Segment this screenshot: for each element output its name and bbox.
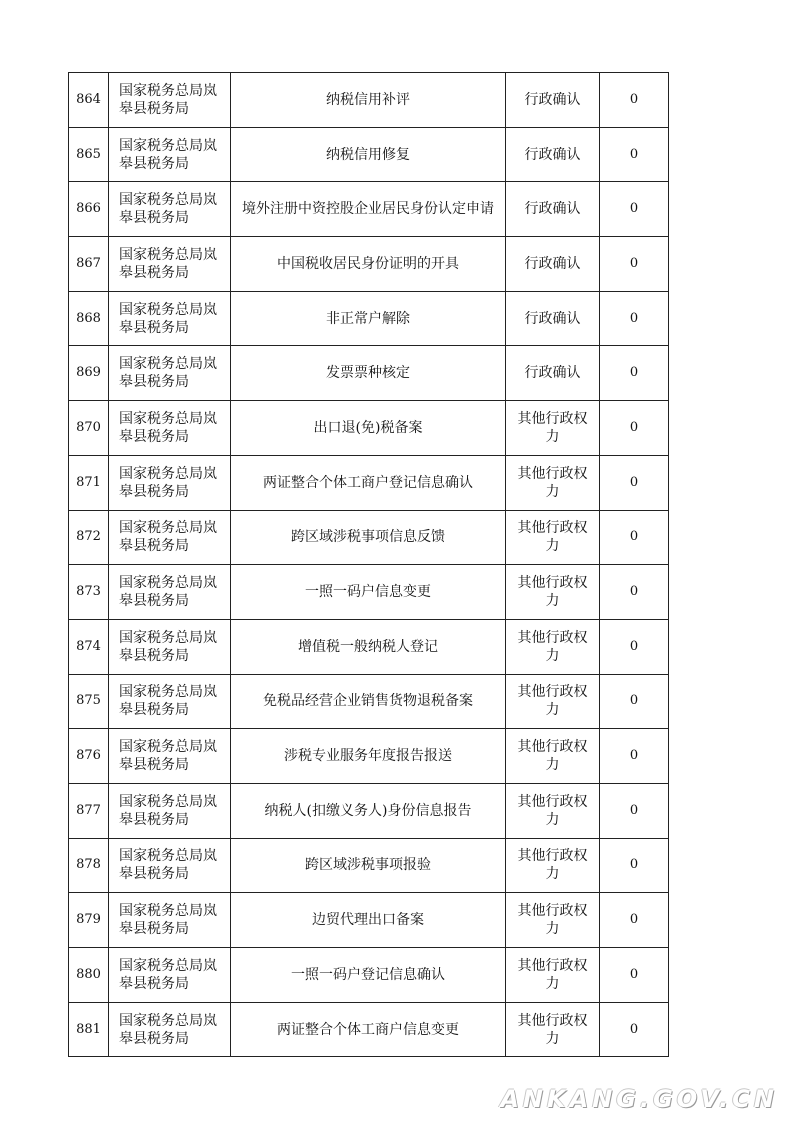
power-type-cell: 其他行政权力 bbox=[506, 1002, 600, 1057]
power-type-cell: 行政确认 bbox=[506, 237, 600, 292]
table-row bbox=[69, 401, 669, 456]
row-number-cell: 867 bbox=[69, 237, 109, 292]
item-name-cell: 出口退(免)税备案 bbox=[231, 401, 506, 456]
count-cell: 0 bbox=[600, 73, 669, 128]
item-name-cell: 跨区域涉税事项报验 bbox=[231, 838, 506, 893]
count-cell: 0 bbox=[600, 510, 669, 565]
department-cell: 国家税务总局岚皋县税务局 bbox=[109, 455, 231, 510]
table-row bbox=[69, 1002, 669, 1057]
row-number-cell: 873 bbox=[69, 565, 109, 620]
item-name-cell: 两证整合个体工商户信息变更 bbox=[231, 1002, 506, 1057]
power-type-cell: 其他行政权力 bbox=[506, 565, 600, 620]
item-name-cell: 纳税信用修复 bbox=[231, 127, 506, 182]
count-cell: 0 bbox=[600, 182, 669, 237]
power-type-cell: 行政确认 bbox=[506, 291, 600, 346]
table-row bbox=[69, 510, 669, 565]
department-cell: 国家税务总局岚皋县税务局 bbox=[109, 948, 231, 1003]
power-type-cell: 行政确认 bbox=[506, 127, 600, 182]
power-type-cell: 行政确认 bbox=[506, 346, 600, 401]
row-number-cell: 878 bbox=[69, 838, 109, 893]
department-cell: 国家税务总局岚皋县税务局 bbox=[109, 291, 231, 346]
power-type-cell: 其他行政权力 bbox=[506, 510, 600, 565]
department-cell: 国家税务总局岚皋县税务局 bbox=[109, 893, 231, 948]
count-cell: 0 bbox=[600, 237, 669, 292]
row-number-cell: 877 bbox=[69, 783, 109, 838]
count-cell: 0 bbox=[600, 838, 669, 893]
count-cell: 0 bbox=[600, 948, 669, 1003]
power-type-cell: 其他行政权力 bbox=[506, 674, 600, 729]
row-number-cell: 880 bbox=[69, 948, 109, 1003]
row-number-cell: 871 bbox=[69, 455, 109, 510]
item-name-cell: 两证整合个体工商户登记信息确认 bbox=[231, 455, 506, 510]
department-cell: 国家税务总局岚皋县税务局 bbox=[109, 237, 231, 292]
item-name-cell: 境外注册中资控股企业居民身份认定申请 bbox=[231, 182, 506, 237]
department-cell: 国家税务总局岚皋县税务局 bbox=[109, 783, 231, 838]
row-number-cell: 881 bbox=[69, 1002, 109, 1057]
power-type-cell: 行政确认 bbox=[506, 182, 600, 237]
count-cell: 0 bbox=[600, 783, 669, 838]
power-type-cell: 其他行政权力 bbox=[506, 455, 600, 510]
table-row bbox=[69, 565, 669, 620]
department-cell: 国家税务总局岚皋县税务局 bbox=[109, 838, 231, 893]
row-number-cell: 869 bbox=[69, 346, 109, 401]
count-cell: 0 bbox=[600, 346, 669, 401]
table-row bbox=[69, 838, 669, 893]
table-row bbox=[69, 346, 669, 401]
table-row bbox=[69, 182, 669, 237]
row-number-cell: 866 bbox=[69, 182, 109, 237]
department-cell: 国家税务总局岚皋县税务局 bbox=[109, 510, 231, 565]
department-cell: 国家税务总局岚皋县税务局 bbox=[109, 1002, 231, 1057]
table-row bbox=[69, 783, 669, 838]
item-name-cell: 边贸代理出口备案 bbox=[231, 893, 506, 948]
item-name-cell: 涉税专业服务年度报告报送 bbox=[231, 729, 506, 784]
table-row bbox=[69, 674, 669, 729]
document-table bbox=[68, 72, 669, 1057]
row-number-cell: 872 bbox=[69, 510, 109, 565]
count-cell: 0 bbox=[600, 291, 669, 346]
table-row bbox=[69, 948, 669, 1003]
power-type-cell: 其他行政权力 bbox=[506, 783, 600, 838]
item-name-cell: 免税品经营企业销售货物退税备案 bbox=[231, 674, 506, 729]
table-row bbox=[69, 729, 669, 784]
row-number-cell: 875 bbox=[69, 674, 109, 729]
count-cell: 0 bbox=[600, 127, 669, 182]
count-cell: 0 bbox=[600, 565, 669, 620]
table-body bbox=[69, 73, 669, 1057]
item-name-cell: 纳税人(扣缴义务人)身份信息报告 bbox=[231, 783, 506, 838]
item-name-cell: 增值税一般纳税人登记 bbox=[231, 619, 506, 674]
table-row bbox=[69, 291, 669, 346]
department-cell: 国家税务总局岚皋县税务局 bbox=[109, 729, 231, 784]
item-name-cell: 非正常户解除 bbox=[231, 291, 506, 346]
table-row bbox=[69, 237, 669, 292]
count-cell: 0 bbox=[600, 729, 669, 784]
site-watermark: ANKANG.GOV.CN bbox=[500, 1085, 778, 1113]
row-number-cell: 879 bbox=[69, 893, 109, 948]
item-name-cell: 中国税收居民身份证明的开具 bbox=[231, 237, 506, 292]
row-number-cell: 864 bbox=[69, 73, 109, 128]
count-cell: 0 bbox=[600, 401, 669, 456]
count-cell: 0 bbox=[600, 893, 669, 948]
row-number-cell: 876 bbox=[69, 729, 109, 784]
row-number-cell: 865 bbox=[69, 127, 109, 182]
count-cell: 0 bbox=[600, 619, 669, 674]
item-name-cell: 发票票种核定 bbox=[231, 346, 506, 401]
count-cell: 0 bbox=[600, 674, 669, 729]
power-type-cell: 其他行政权力 bbox=[506, 619, 600, 674]
department-cell: 国家税务总局岚皋县税务局 bbox=[109, 674, 231, 729]
table-row bbox=[69, 73, 669, 128]
power-type-cell: 行政确认 bbox=[506, 73, 600, 128]
item-name-cell: 一照一码户信息变更 bbox=[231, 565, 506, 620]
power-type-cell: 其他行政权力 bbox=[506, 838, 600, 893]
table-row bbox=[69, 893, 669, 948]
department-cell: 国家税务总局岚皋县税务局 bbox=[109, 127, 231, 182]
power-type-cell: 其他行政权力 bbox=[506, 948, 600, 1003]
department-cell: 国家税务总局岚皋县税务局 bbox=[109, 401, 231, 456]
item-name-cell: 一照一码户登记信息确认 bbox=[231, 948, 506, 1003]
item-name-cell: 跨区域涉税事项信息反馈 bbox=[231, 510, 506, 565]
row-number-cell: 870 bbox=[69, 401, 109, 456]
department-cell: 国家税务总局岚皋县税务局 bbox=[109, 73, 231, 128]
department-cell: 国家税务总局岚皋县税务局 bbox=[109, 346, 231, 401]
count-cell: 0 bbox=[600, 455, 669, 510]
row-number-cell: 874 bbox=[69, 619, 109, 674]
row-number-cell: 868 bbox=[69, 291, 109, 346]
item-name-cell: 纳税信用补评 bbox=[231, 73, 506, 128]
table-row bbox=[69, 127, 669, 182]
power-type-cell: 其他行政权力 bbox=[506, 729, 600, 784]
table-row bbox=[69, 455, 669, 510]
power-type-cell: 其他行政权力 bbox=[506, 893, 600, 948]
power-type-cell: 其他行政权力 bbox=[506, 401, 600, 456]
department-cell: 国家税务总局岚皋县税务局 bbox=[109, 565, 231, 620]
table-row bbox=[69, 619, 669, 674]
count-cell: 0 bbox=[600, 1002, 669, 1057]
department-cell: 国家税务总局岚皋县税务局 bbox=[109, 182, 231, 237]
department-cell: 国家税务总局岚皋县税务局 bbox=[109, 619, 231, 674]
